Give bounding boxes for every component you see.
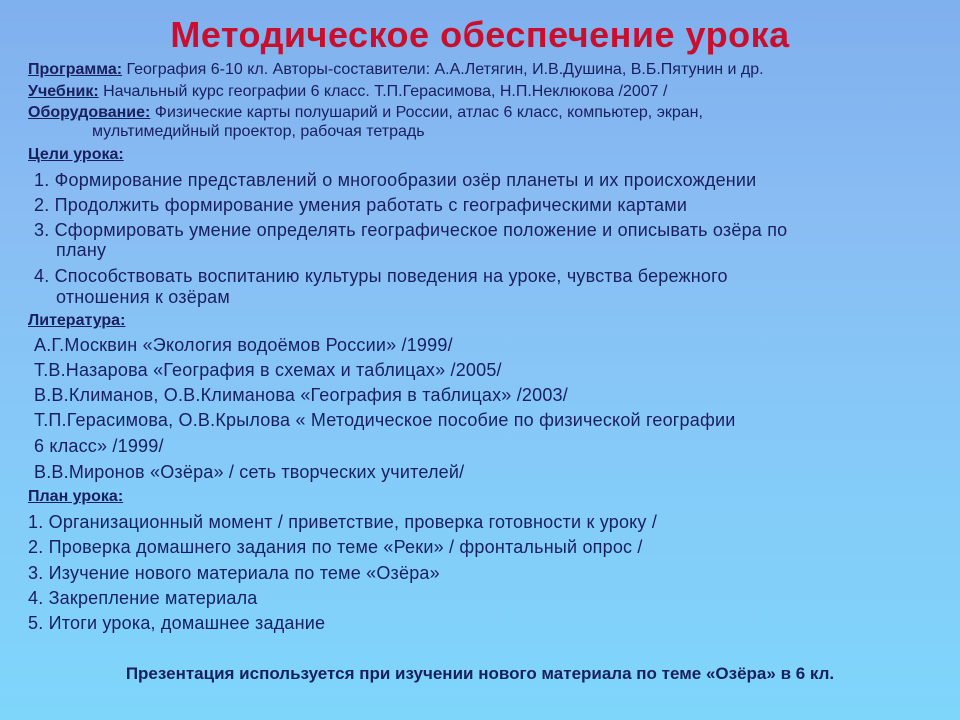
plan-item-5: 5. Итоги урока, домашнее задание — [28, 613, 326, 633]
program-label-colon: : — [116, 61, 123, 78]
plan-heading: План урока — [28, 488, 118, 505]
textbook-label-colon: : — [93, 83, 99, 100]
goal-item-1: 1. Формирование представлений о многообразии озёр планеты и их происхождении — [34, 170, 757, 190]
textbook-line — [28, 83, 667, 101]
plan-heading-colon: : — [117, 488, 124, 505]
goal-item-4-cont: отношения к озёрам — [56, 287, 230, 307]
plan-item-1: 1. Организационный момент / приветствие, проверка готовности к уроку / — [28, 512, 658, 532]
plan-item-2: 2. Проверка домашнего задания по теме «Реки» / фронтальный опрос / — [28, 537, 643, 557]
literature-heading-line — [28, 312, 125, 330]
literature-item-1: А.Г.Москвин «Экология водоёмов России» /1999/ — [34, 335, 453, 355]
equipment-label: Оборудование — [28, 104, 146, 121]
goal-item-2: 2. Продолжить формирование умения работать с географическими картами — [34, 195, 688, 215]
literature-item-3: В.В.Климанов, О.В.Климанова «География в таблицах» /2003/ — [34, 385, 568, 405]
literature-item-2: Т.В.Назарова «География в схемах и таблицах» /2005/ — [34, 360, 502, 380]
equipment-line — [28, 104, 703, 122]
plan-heading-line — [28, 488, 123, 506]
literature-item-4-cont: 6 класс» /1999/ — [34, 436, 164, 456]
footer-note: Презентация используется при изучении нового материала по теме «Озёра» в 6 кл. — [125, 664, 835, 683]
goals-heading: Цели урока: — [28, 146, 124, 163]
literature-heading: Литература — [28, 312, 121, 329]
goal-item-3-cont: плану — [56, 240, 107, 260]
plan-item-3: 3. Изучение нового материала по теме «Озёра» — [28, 563, 440, 583]
program-label: Программа — [28, 61, 117, 78]
goal-item-4: 4. Способствовать воспитанию культуры поведения на уроке, чувства бережного — [34, 266, 728, 286]
equipment-text-1: Физические карты полушарий и России, атлас 6 класс, компьютер, экран, — [154, 104, 703, 121]
textbook-text: Начальный курс географии 6 класс. Т.П.Герасимова, Н.П.Неклюкова /2007 / — [103, 83, 668, 100]
plan-item-4: 4. Закрепление материала — [28, 588, 258, 608]
equipment-label-colon: : — [145, 104, 151, 121]
goal-item-3: 3. Сформировать умение определять географическое положение и описывать озёра по — [34, 220, 788, 240]
program-line — [28, 61, 764, 79]
program-text: География 6-10 кл. Авторы-составители: А.А.Летягин, И.В.Душина, В.Б.Пятунин и др. — [126, 61, 764, 78]
equipment-line-2: мультимедийный проектор, рабочая тетрадь — [92, 123, 425, 140]
textbook-label: Учебник — [28, 83, 94, 100]
slide-title: Методическое обеспечение урока — [170, 14, 790, 55]
literature-item-4: Т.П.Герасимова, О.В.Крылова « Методическое пособие по физической географии — [34, 410, 736, 430]
literature-item-5: В.В.Миронов «Озёра» / сеть творческих учителей/ — [34, 462, 465, 482]
literature-heading-colon: : — [120, 312, 126, 329]
